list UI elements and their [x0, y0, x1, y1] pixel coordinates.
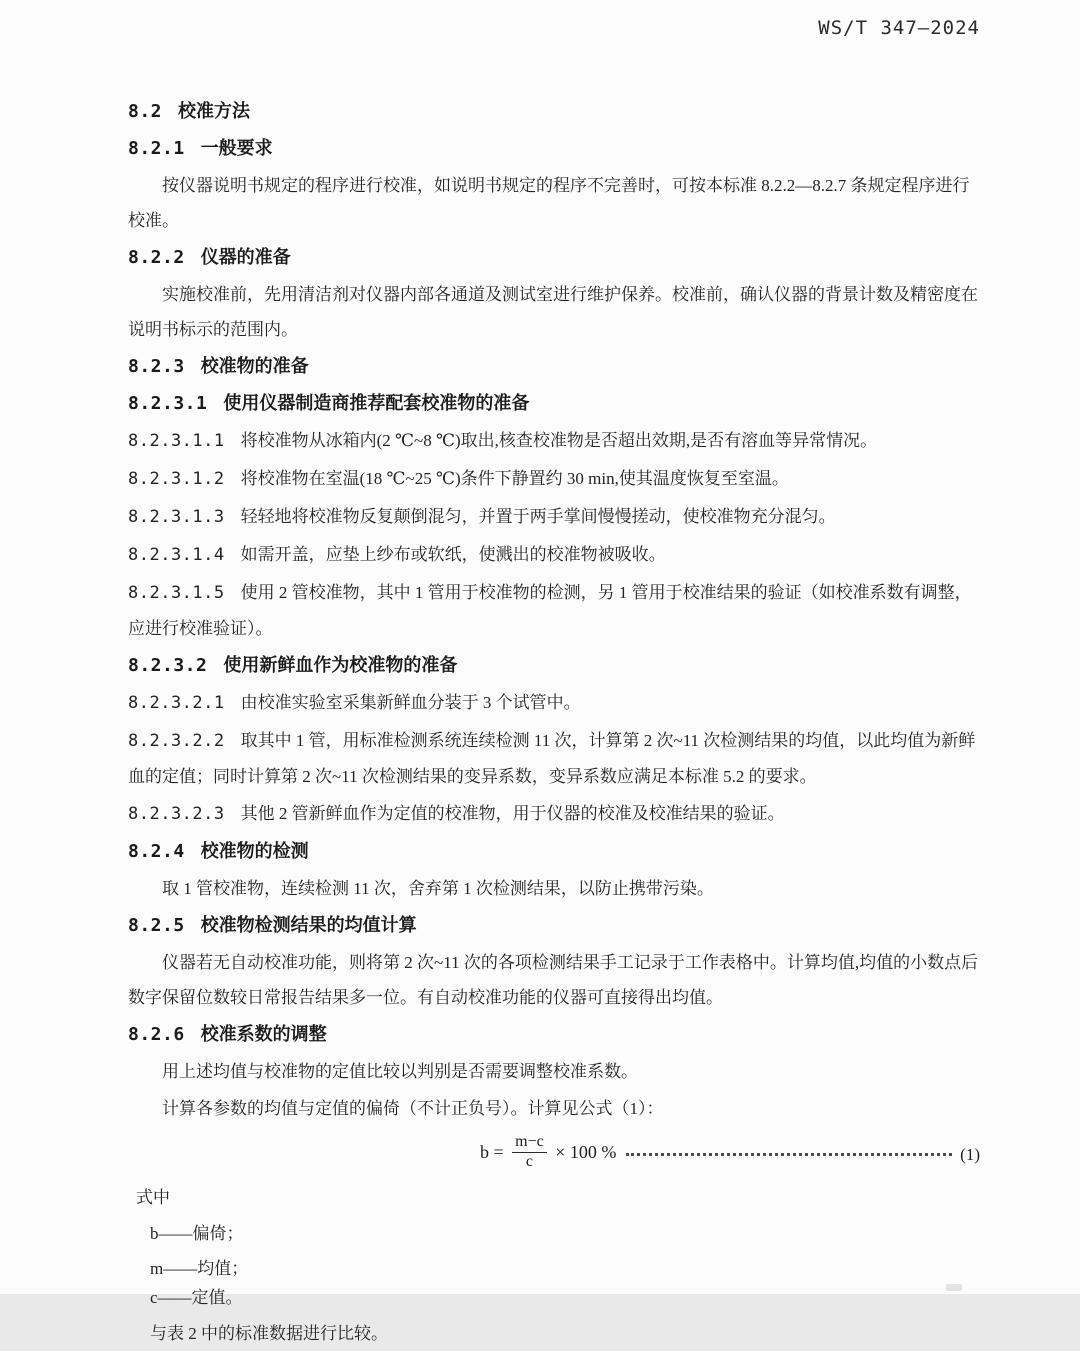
standard-code: WS/T 347—2024	[818, 17, 980, 39]
heading-8-2-5	[128, 908, 980, 943]
heading-number: 8.2.1	[128, 138, 185, 159]
clause-text: 取其中 1 管，用标准检测系统连续检测 11 次，计算第 2 次~11 次检测结果的均值，以此均值为新鲜血的定值；同时计算第 2 次~11 次检测结果的变异系数，变异系数应满足本标准 5.2 的要求。	[128, 731, 976, 786]
heading-number: 8.2.6	[128, 1024, 185, 1045]
faint-page-mark	[946, 1284, 962, 1291]
heading-title: 校准物的检测	[200, 841, 309, 861]
equation-number: (1)	[960, 1144, 980, 1164]
definition-c: c——定值。	[150, 1288, 243, 1307]
heading-title: 使用新鲜血作为校准物的准备	[223, 655, 458, 675]
formula-numerator: m−c	[512, 1134, 547, 1153]
formula-rhs: × 100 %	[555, 1142, 617, 1163]
heading-8-2-3	[128, 349, 980, 384]
paragraph-8-2-6-a: 用上述均值与校准物的定值比较以判别是否需要调整校准系数。	[162, 1062, 638, 1081]
clause-8-2-3-1-1	[128, 423, 980, 459]
paragraph-compare-table2: 与表 2 中的标准数据进行比较。	[150, 1324, 388, 1343]
heading-title: 一般要求	[200, 138, 273, 158]
clause-text: 将校准物在室温(18 ℃~25 ℃)条件下静置约 30 min,使其温度恢复至室温。	[240, 469, 789, 488]
clause-8-2-3-1-2	[128, 461, 980, 497]
clause-number: 8.2.3.2.1	[128, 693, 225, 713]
clause-text: 使用 2 管校准物，其中 1 管用于校准物的检测，另 1 管用于校准结果的验证（如校准系数有调整，应进行校准验证）。	[128, 583, 972, 638]
dot-leader	[626, 1153, 952, 1156]
clause-number: 8.2.3.2.2	[128, 731, 225, 751]
heading-title: 仪器的准备	[200, 247, 291, 267]
heading-number: 8.2	[128, 101, 163, 122]
heading-8-2	[128, 94, 980, 129]
heading-title: 校准系数的调整	[200, 1024, 327, 1044]
heading-number: 8.2.3.2	[128, 655, 208, 676]
paragraph-8-2-5: 仪器若无自动校准功能，则将第 2 次~11 次的各项检测结果手工记录于工作表格中。计算均值,均值的小数点后数字保留位数较日常报告结果多一位。有自动校准功能的仪器可直接得出均值。	[128, 953, 979, 1007]
clause-number: 8.2.3.2.3	[128, 804, 225, 824]
clause-text: 将校准物从冰箱内(2 ℃~8 ℃)取出,核查校准物是否超出效期,是否有溶血等异常情况。	[240, 431, 878, 450]
clause-number: 8.2.3.1.3	[128, 507, 225, 527]
heading-title: 校准方法	[178, 101, 251, 121]
heading-title: 校准物检测结果的均值计算	[200, 915, 417, 935]
heading-number: 8.2.2	[128, 247, 185, 268]
document-content	[128, 94, 980, 1351]
paragraph-8-2-1: 按仪器说明书规定的程序进行校准，如说明书规定的程序不完善时，可按本标准 8.2.2—8.2.7 条规定程序进行校准。	[128, 176, 970, 230]
clause-number: 8.2.3.1.4	[128, 545, 225, 565]
heading-8-2-2	[128, 240, 980, 275]
clause-number: 8.2.3.1.1	[128, 431, 225, 451]
formula-denominator: c	[525, 1152, 533, 1170]
definition-m: m——均值；	[150, 1259, 249, 1278]
definition-b: b——偏倚；	[150, 1224, 244, 1243]
clause-8-2-3-2-3	[128, 796, 980, 832]
clause-text: 轻轻地将校准物反复颠倒混匀，并置于两手掌间慢慢搓动，使校准物充分混匀。	[240, 507, 836, 526]
formula-body	[480, 1132, 617, 1172]
clause-8-2-3-1-3	[128, 499, 980, 535]
heading-8-2-6	[128, 1017, 980, 1052]
paragraph-8-2-2: 实施校准前，先用清洁剂对仪器内部各通道及测试室进行维护保养。校准前，确认仪器的背景计数及精密度在说明书标示的范围内。	[128, 285, 978, 339]
formula-1	[128, 1130, 980, 1178]
clause-text: 如需开盖，应垫上纱布或软纸，使溅出的校准物被吸收。	[240, 545, 666, 564]
paragraph-8-2-6-b: 计算各参数的均值与定值的偏倚（不计正负号）。计算见公式（1）：	[162, 1099, 664, 1118]
clause-8-2-3-2-2	[128, 723, 980, 794]
clause-8-2-3-2-1	[128, 685, 980, 721]
heading-8-2-3-2	[128, 648, 980, 683]
clause-text: 由校准实验室采集新鲜血分装于 3 个试管中。	[240, 693, 581, 712]
paragraph-8-2-4: 取 1 管校准物，连续检测 11 次，舍弃第 1 次检测结果，以防止携带污染。	[162, 879, 714, 898]
heading-8-2-4	[128, 834, 980, 869]
formula-lhs: b =	[480, 1142, 504, 1163]
formula-fraction	[512, 1134, 547, 1171]
heading-title: 校准物的准备	[200, 356, 309, 376]
heading-title: 使用仪器制造商推荐配套校准物的准备	[223, 393, 530, 413]
clause-8-2-3-1-4	[128, 537, 980, 573]
clause-number: 8.2.3.1.2	[128, 469, 225, 489]
heading-number: 8.2.5	[128, 915, 185, 936]
clause-text: 其他 2 管新鲜血作为定值的校准物，用于仪器的校准及校准结果的验证。	[240, 804, 785, 823]
heading-number: 8.2.4	[128, 841, 185, 862]
heading-8-2-3-1	[128, 386, 980, 421]
heading-number: 8.2.3	[128, 356, 185, 377]
heading-number: 8.2.3.1	[128, 393, 208, 414]
heading-8-2-1	[128, 131, 980, 166]
clause-number: 8.2.3.1.5	[128, 583, 225, 603]
clause-8-2-3-1-5	[128, 575, 980, 646]
where-label: 式中	[136, 1188, 170, 1207]
